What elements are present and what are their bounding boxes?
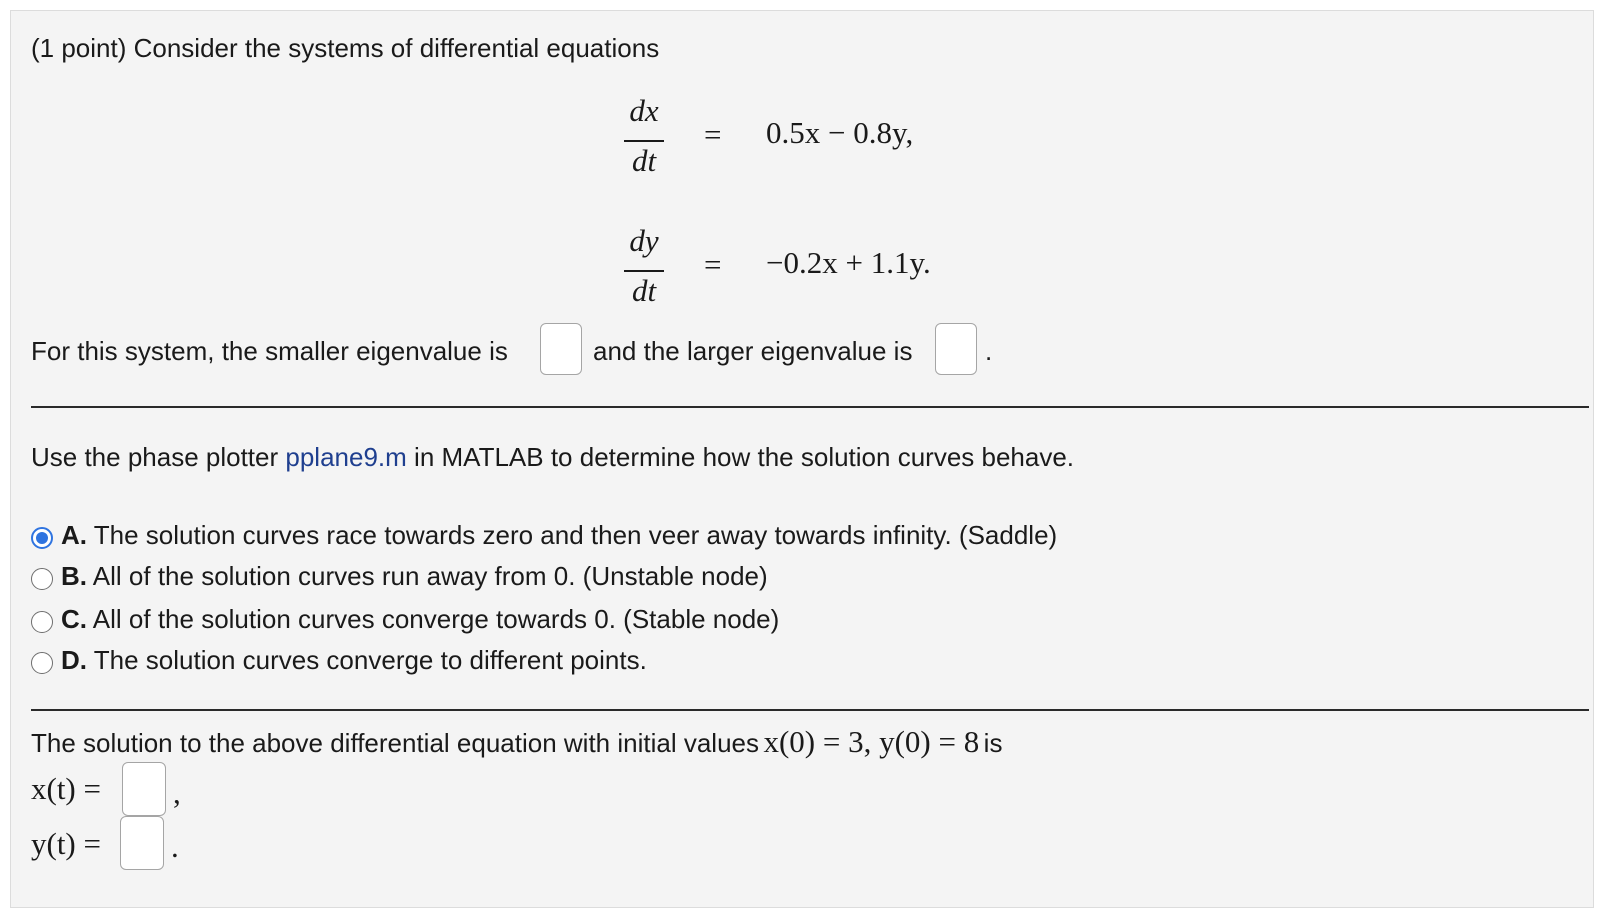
x-of-t-label: x(t) = bbox=[31, 771, 101, 806]
option-a-radio[interactable] bbox=[31, 527, 53, 549]
y-of-t-input[interactable] bbox=[120, 816, 164, 870]
initial-values: x(0) = 3, y(0) = 8 bbox=[763, 724, 980, 759]
option-d[interactable] bbox=[61, 645, 647, 676]
equation-2-equals: = bbox=[704, 247, 722, 282]
option-d-radio[interactable] bbox=[31, 652, 53, 674]
option-a-letter: A. bbox=[61, 520, 87, 550]
option-b-letter: B. bbox=[61, 561, 87, 591]
equation-1-denominator: dt bbox=[631, 143, 657, 178]
fraction-bar bbox=[624, 270, 664, 272]
option-a[interactable] bbox=[61, 520, 1057, 551]
option-a-text: The solution curves race towards zero and then veer away towards infinity. (Saddle) bbox=[93, 520, 1058, 550]
option-b-radio[interactable] bbox=[31, 568, 53, 590]
equation-2-rhs: −0.2x + 1.1y. bbox=[766, 245, 931, 280]
eigen-period: . bbox=[985, 336, 993, 366]
option-c-text: All of the solution curves converge towards 0. (Stable node) bbox=[92, 604, 780, 634]
equation-1-equals: = bbox=[704, 117, 722, 152]
option-c-radio[interactable] bbox=[31, 611, 53, 633]
option-c[interactable] bbox=[61, 604, 779, 635]
option-d-text: The solution curves converge to different points. bbox=[93, 645, 647, 675]
fraction-bar bbox=[624, 140, 664, 142]
phase-instruction bbox=[31, 442, 1074, 473]
divider bbox=[31, 406, 1589, 408]
equation-1-rhs: 0.5x − 0.8y, bbox=[766, 115, 914, 150]
y-of-t-label: y(t) = bbox=[31, 826, 101, 861]
larger-eigenvalue-input[interactable] bbox=[935, 323, 977, 375]
solution-sentence bbox=[31, 724, 1002, 760]
smaller-eigenvalue-input[interactable] bbox=[540, 323, 582, 375]
option-b[interactable] bbox=[61, 561, 768, 592]
equation-1-numerator: dx bbox=[629, 93, 659, 128]
y-of-t-period: . bbox=[171, 829, 179, 864]
solution-text-before: The solution to the above differential equation with initial values bbox=[31, 728, 759, 758]
eigen-text-before: For this system, the smaller eigenvalue is bbox=[31, 336, 508, 366]
option-b-text: All of the solution curves run away from 0. (Unstable node) bbox=[92, 561, 768, 591]
phase-text-after: in MATLAB to determine how the solution curves behave. bbox=[414, 442, 1075, 472]
equation-2-denominator: dt bbox=[631, 273, 657, 308]
option-c-letter: C. bbox=[61, 604, 87, 634]
option-d-letter: D. bbox=[61, 645, 87, 675]
equation-2-numerator: dy bbox=[629, 223, 659, 258]
x-of-t-input[interactable] bbox=[122, 762, 166, 816]
pplane-link[interactable]: pplane9.m bbox=[285, 442, 407, 472]
x-of-t-comma: , bbox=[173, 775, 181, 810]
problem-intro: (1 point) Consider the systems of differential equations bbox=[31, 33, 660, 63]
problem-panel bbox=[10, 10, 1594, 908]
phase-text-before: Use the phase plotter bbox=[31, 442, 279, 472]
divider bbox=[31, 709, 1589, 711]
solution-text-after: is bbox=[983, 728, 1003, 758]
eigen-text-middle: and the larger eigenvalue is bbox=[593, 336, 913, 366]
